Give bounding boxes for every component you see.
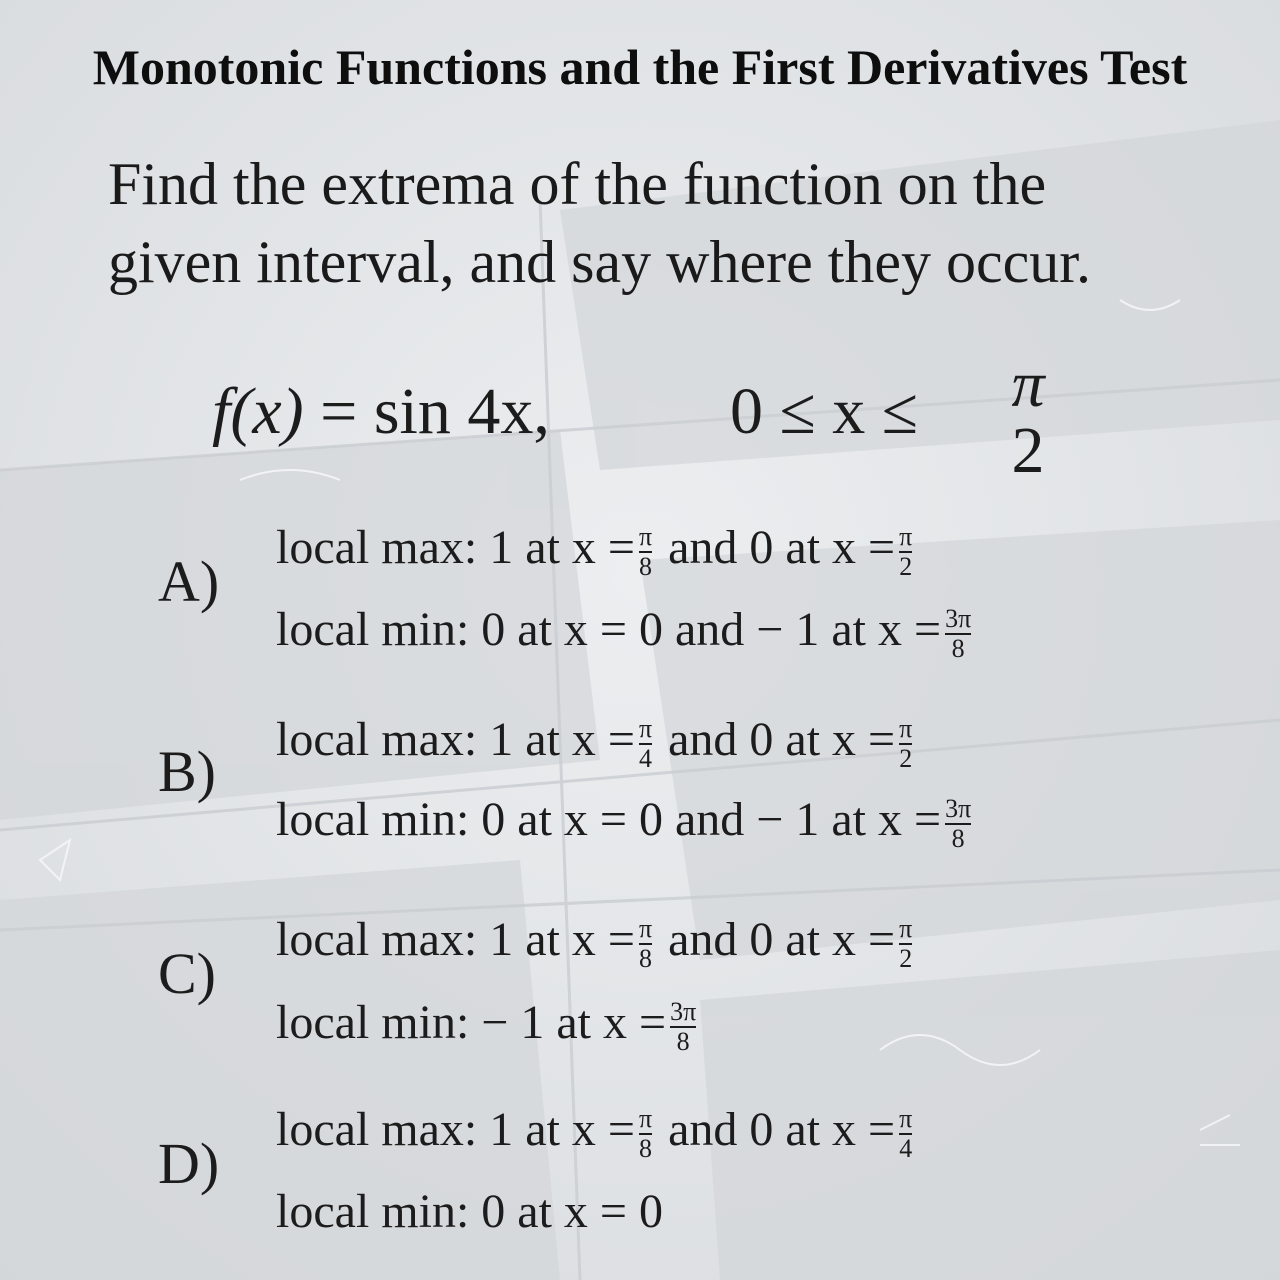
function-rhs: sin 4x, [373, 375, 550, 448]
option-a-min-text: local min: 0 at x = 0 and − 1 at x = [276, 603, 942, 656]
denominator: 2 [899, 743, 913, 773]
option-c-min-text: local min: − 1 at x = [276, 996, 667, 1049]
option-a-min-line[interactable] [276, 602, 975, 662]
option-a-max-mid: and 0 at x = [668, 521, 896, 574]
numerator: π [638, 1103, 653, 1133]
denominator: 8 [639, 943, 653, 973]
denominator: 8 [639, 1133, 653, 1163]
numerator: 3π [945, 603, 972, 633]
denominator: 4 [639, 743, 653, 773]
option-d-min-line[interactable] [276, 1184, 663, 1239]
denominator: 2 [899, 551, 913, 581]
page-title: Monotonic Functions and the First Derivatives Test [92, 39, 1188, 95]
interval-upper-denominator: 2 [1011, 414, 1045, 487]
question-line-2: given interval, and say where they occur. [108, 229, 1091, 295]
option-a-max-x2 [899, 521, 913, 581]
option-a-max-text: local max: 1 at x = [276, 521, 635, 574]
option-c-min-x [670, 996, 697, 1056]
option-a-min-x [945, 603, 972, 663]
option-c-max-text: local max: 1 at x = [276, 913, 635, 966]
option-b-max-x2 [899, 713, 913, 773]
option-c-letter[interactable]: C) [158, 941, 216, 1006]
denominator: 8 [951, 633, 965, 663]
option-c-max-x1 [638, 913, 653, 973]
option-b-min-x [945, 793, 972, 853]
option-d-letter[interactable]: D) [158, 1131, 220, 1196]
numerator: π [899, 521, 913, 551]
function-definition [212, 374, 550, 450]
function-lhs: f(x) [212, 375, 304, 448]
numerator: π [899, 913, 913, 943]
denominator: 8 [676, 1026, 690, 1056]
option-c-min-line[interactable] [276, 995, 700, 1055]
option-d-max-x1 [638, 1103, 653, 1163]
option-d-max-line[interactable] [276, 1102, 916, 1162]
denominator: 8 [639, 551, 653, 581]
denominator: 4 [899, 1133, 913, 1163]
option-b-max-line[interactable] [276, 712, 916, 772]
interval-upper-numerator: π [1011, 348, 1045, 421]
option-a-max-x1 [638, 521, 653, 581]
option-d-max-text: local max: 1 at x = [276, 1103, 635, 1156]
function-equals: = [320, 375, 358, 448]
option-b-max-x1 [638, 713, 653, 773]
interval-upper-fraction [992, 348, 1064, 487]
numerator: 3π [670, 996, 697, 1026]
option-a-max-line[interactable] [276, 520, 916, 580]
numerator: 3π [945, 793, 972, 823]
numerator: π [899, 1103, 913, 1133]
interval-prefix: 0 ≤ x ≤ [730, 375, 918, 448]
option-b-min-line[interactable] [276, 792, 975, 852]
numerator: π [638, 521, 653, 551]
option-b-min-text: local min: 0 at x = 0 and − 1 at x = [276, 793, 942, 846]
option-b-max-text: local max: 1 at x = [276, 713, 635, 766]
option-d-max-x2 [899, 1103, 913, 1163]
option-b-max-mid: and 0 at x = [668, 713, 896, 766]
numerator: π [638, 713, 653, 743]
question-line-1: Find the extrema of the function on the [108, 151, 1047, 217]
option-a-letter[interactable]: A) [158, 549, 220, 614]
denominator: 2 [899, 943, 913, 973]
option-d-min-text: local min: 0 at x = 0 [276, 1185, 663, 1238]
denominator: 8 [951, 823, 965, 853]
option-c-max-line[interactable] [276, 912, 916, 972]
option-b-letter[interactable]: B) [158, 739, 216, 804]
option-c-max-mid: and 0 at x = [668, 913, 896, 966]
numerator: π [899, 713, 913, 743]
numerator: π [638, 913, 653, 943]
option-d-max-mid: and 0 at x = [668, 1103, 896, 1156]
option-c-max-x2 [899, 913, 913, 973]
